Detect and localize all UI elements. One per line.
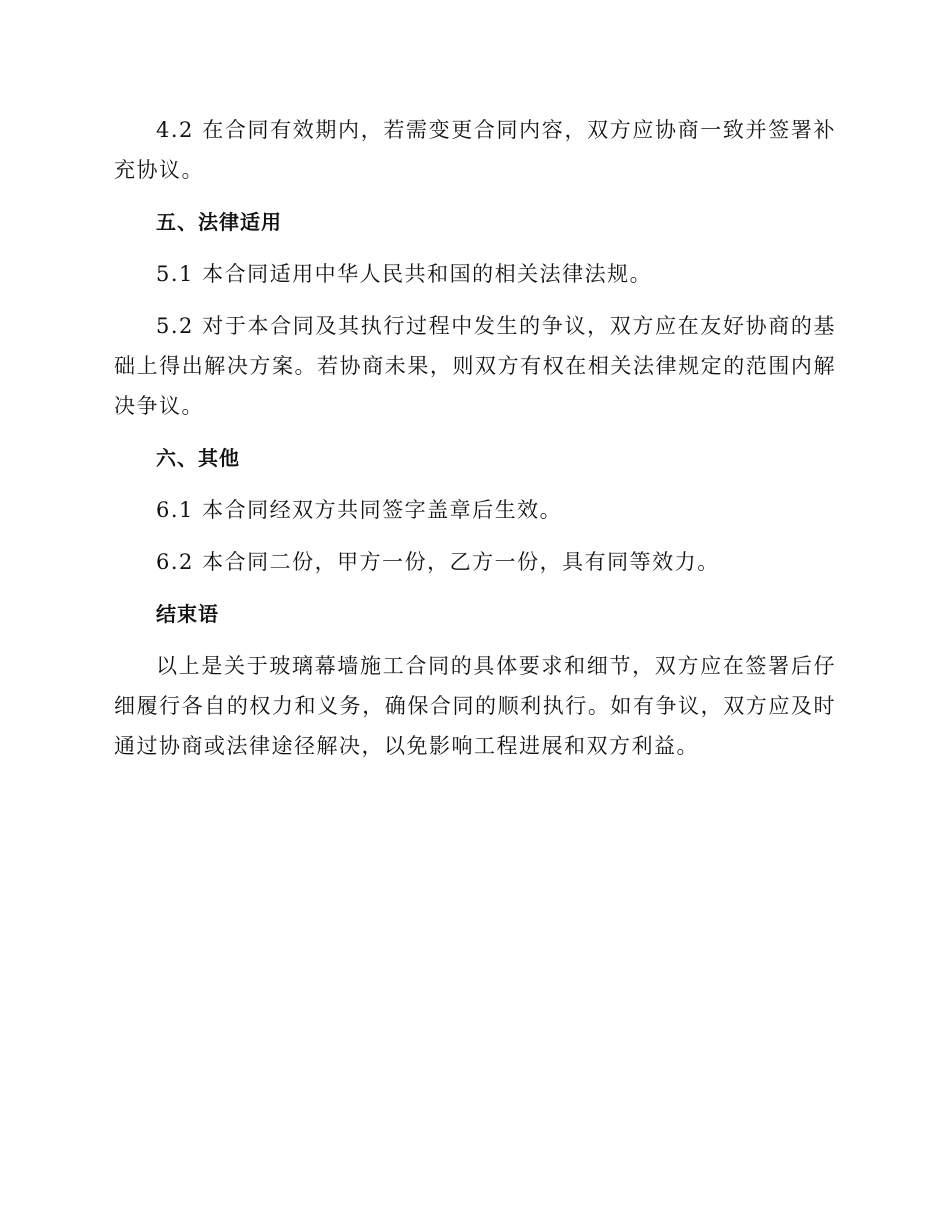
- clause-6-2: 6.2 本合同二份，甲方一份，乙方一份，具有同等效力。: [156, 550, 720, 574]
- section-heading-law: 五、法律适用: [156, 210, 282, 234]
- spacer: [114, 582, 836, 594]
- section-heading-closing: 结束语: [156, 602, 219, 626]
- spacer: [114, 426, 836, 438]
- clause-6-1: 6.1 本合同经双方共同签字盖章后生效。: [156, 498, 563, 522]
- clause-5-2: 5.2 对于本合同及其执行过程中发生的争议，双方应在友好协商的基础上得出解决方案。若协商未果，则双方有权在相关法律规定的范围内解决争议。: [114, 314, 836, 418]
- spacer: [114, 530, 836, 542]
- spacer: [114, 294, 836, 306]
- clause-4-2: 4.2 在合同有效期内，若需变更合同内容，双方应协商一致并签署补充协议。: [114, 118, 836, 182]
- closing-paragraph: 以上是关于玻璃幕墙施工合同的具体要求和细节，双方应在签署后仔细履行各自的权力和义务，确保合同的顺利执行。如有争议，双方应及时通过协商或法律途径解决，以免影响工程进展和双方利益。: [114, 654, 836, 758]
- spacer: [114, 190, 836, 202]
- spacer: [114, 478, 836, 490]
- spacer: [114, 634, 836, 646]
- clause-5-1: 5.1 本合同适用中华人民共和国的相关法律法规。: [156, 262, 653, 286]
- spacer: [114, 242, 836, 254]
- document-body: [114, 110, 836, 766]
- section-heading-other: 六、其他: [156, 446, 240, 470]
